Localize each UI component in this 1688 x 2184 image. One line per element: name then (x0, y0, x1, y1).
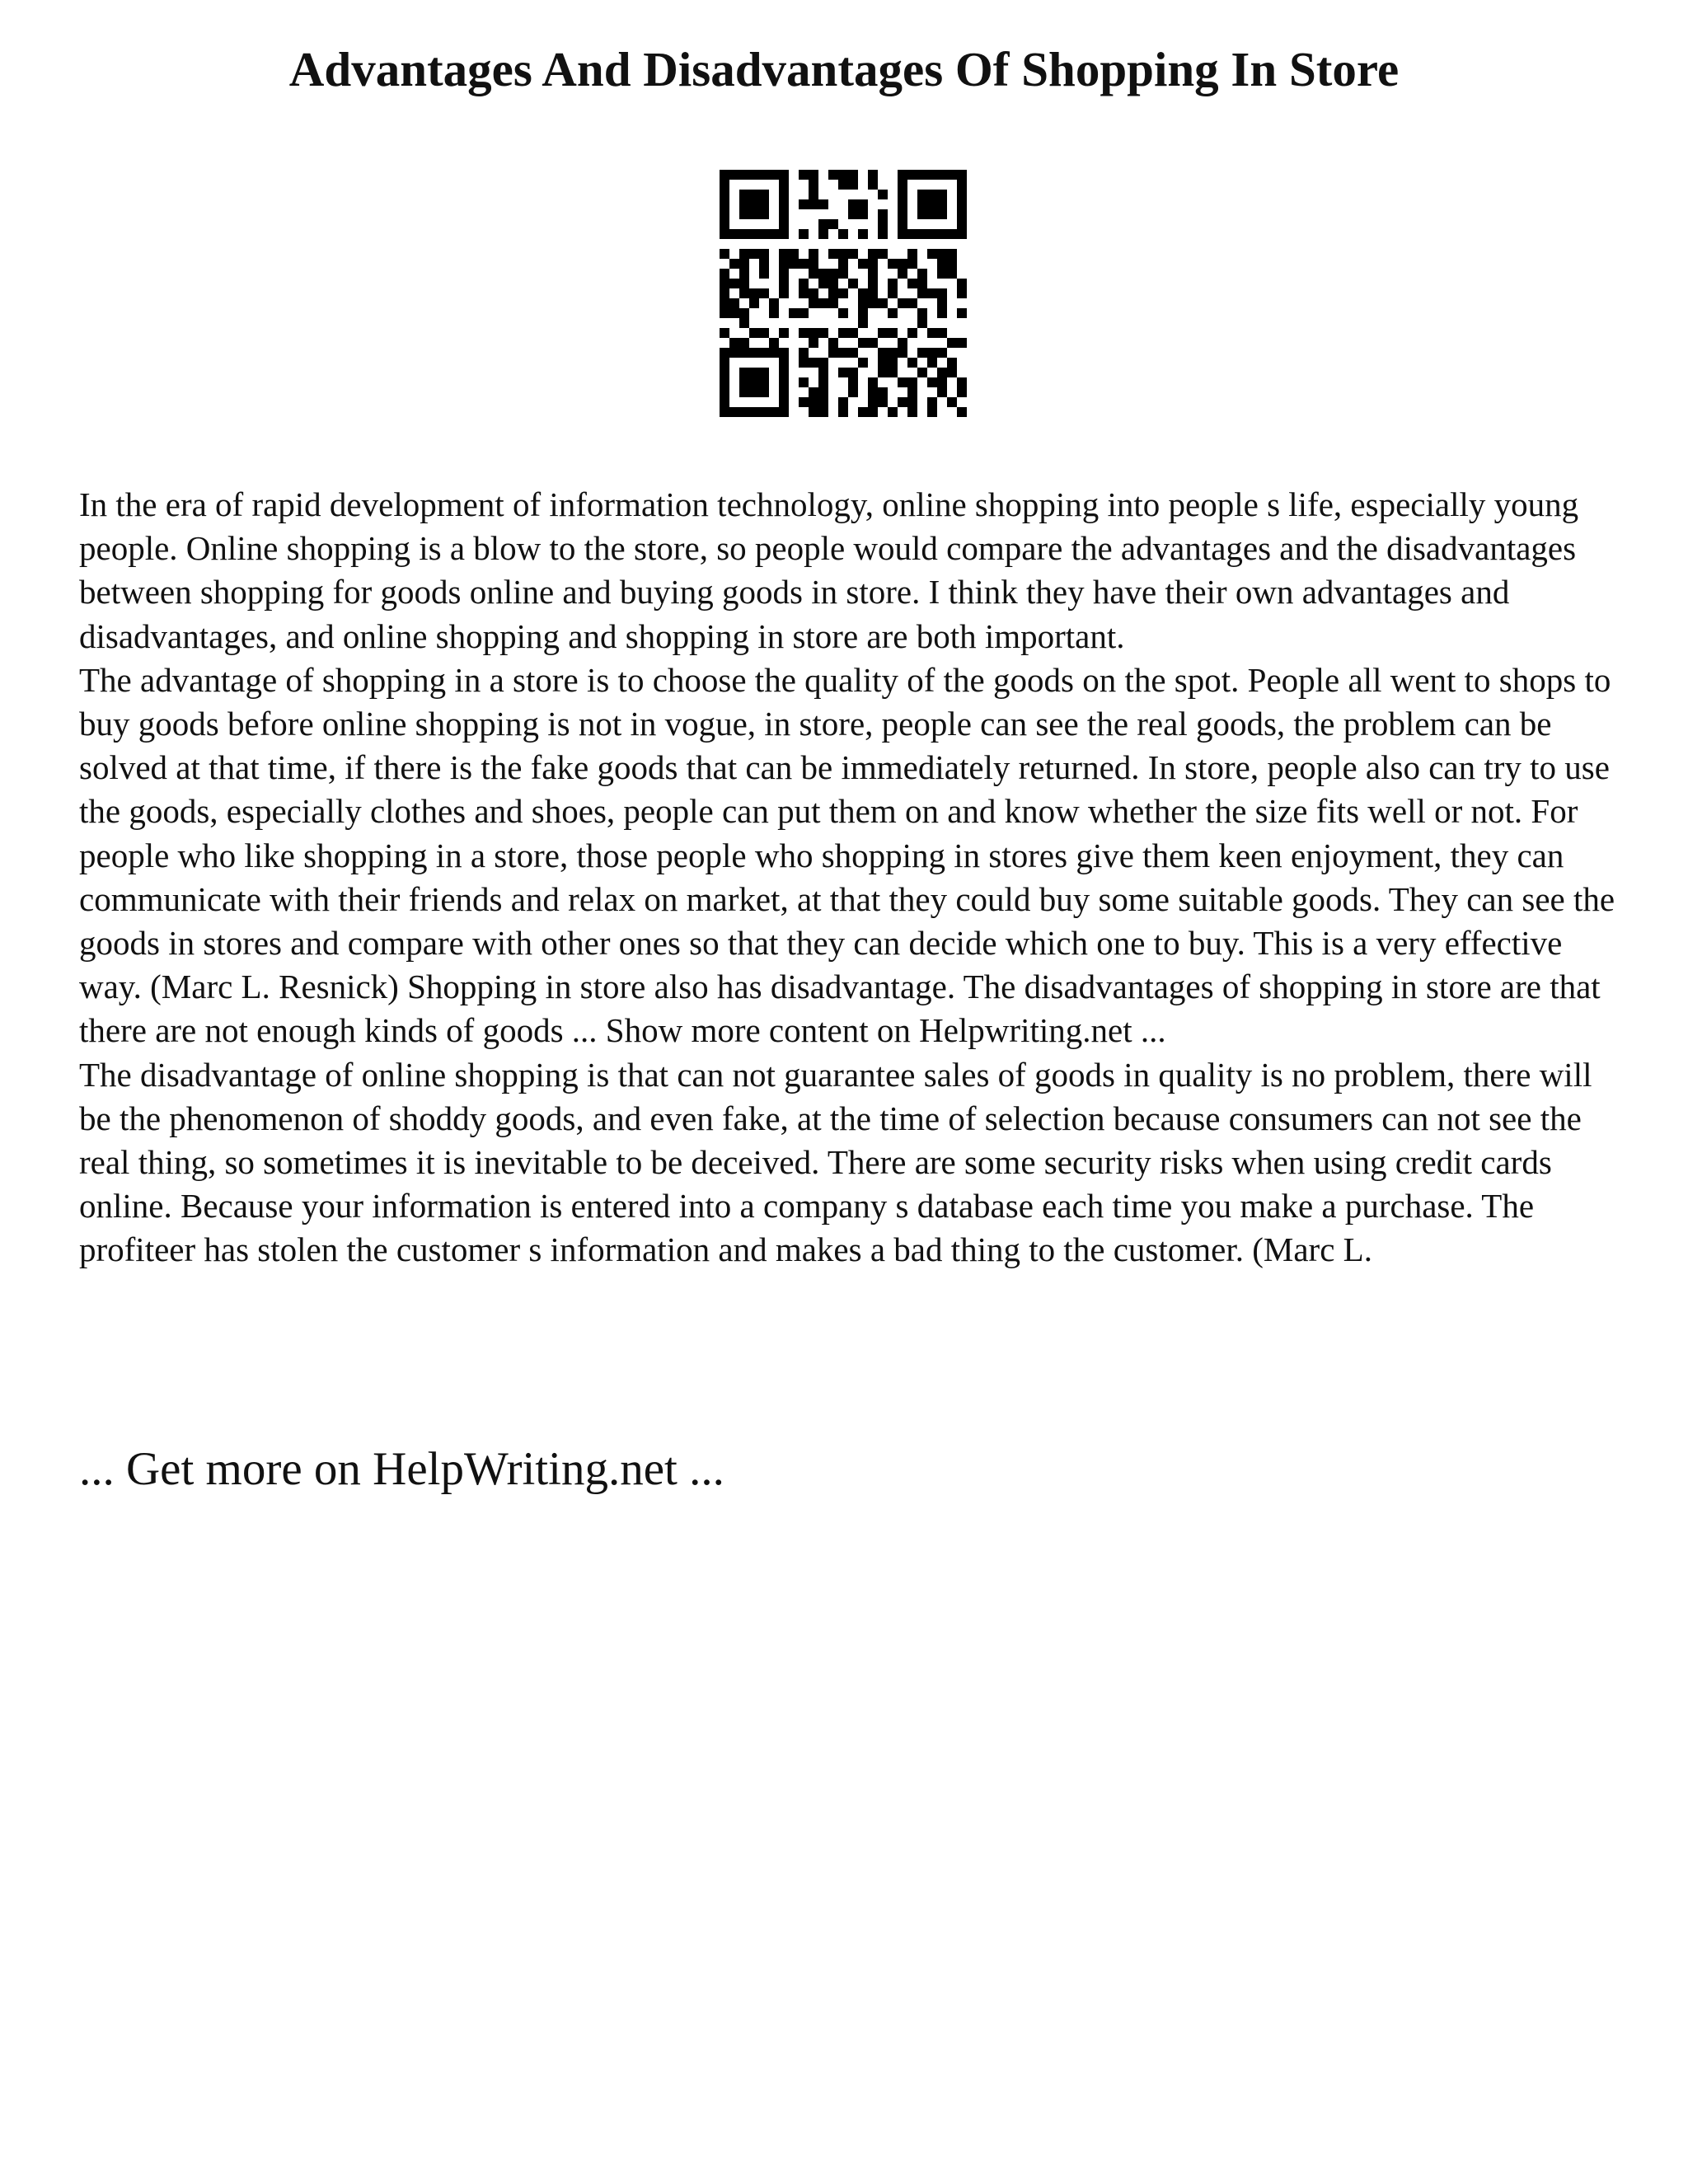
paragraph-store-advantages: The advantage of shopping in a store is to choose the quality of the goods on the spot. People all went to shops to buy goods before online shopping is not in vogue, in store, people can see the real goods, the problem can be solved at that time, if there is the fake goods that can be immediately returned. In store, people also can try to use the goods, especially clothes and shoes, people can put them on and know whether the size fits well or not. For people who like shopping in a store, those people who shopping in stores give them keen enjoyment, they can communicate with their friends and relax on market, at that they could buy some suitable goods. They can see the goods in stores and compare with other ones so that they can decide which one to buy. This is a very effective way. (Marc L. Resnick) Shopping in store also has disadvantage. The disadvantages of shopping in store are that there are not enough kinds of goods ... Show more content on Helpwriting.net ... (79, 660, 1615, 1050)
paragraph-intro: In the era of rapid development of information technology, online shopping into people s life, especially young people. Online shopping is a blow to the store, so people would compare the advantages and the disadvantages between shopping for goods online and buying goods in store. I think they have their own advantages and disadvantages, and online shopping and shopping in store are both important. (79, 485, 1579, 655)
article-body (79, 483, 1620, 1272)
qr-code-icon[interactable] (720, 170, 967, 417)
paragraph-online-disadvantages: The disadvantage of online shopping is that can not guarantee sales of goods in quality is no problem, there will be the phenomenon of shoddy goods, and even fake, at the time of selection because consumers can not see the real thing, so sometimes it is inevitable to be deceived. There are some security risks when using credit cards online. Because your information is entered into a company s database each time you make a purchase. The profiteer has stolen the customer s information and makes a bad thing to the customer. (Marc L. (79, 1055, 1592, 1269)
get-more-link[interactable]: ... Get more on HelpWriting.net ... (79, 1443, 724, 1495)
page-title: Advantages And Disadvantages Of Shopping In Store (288, 42, 1400, 96)
